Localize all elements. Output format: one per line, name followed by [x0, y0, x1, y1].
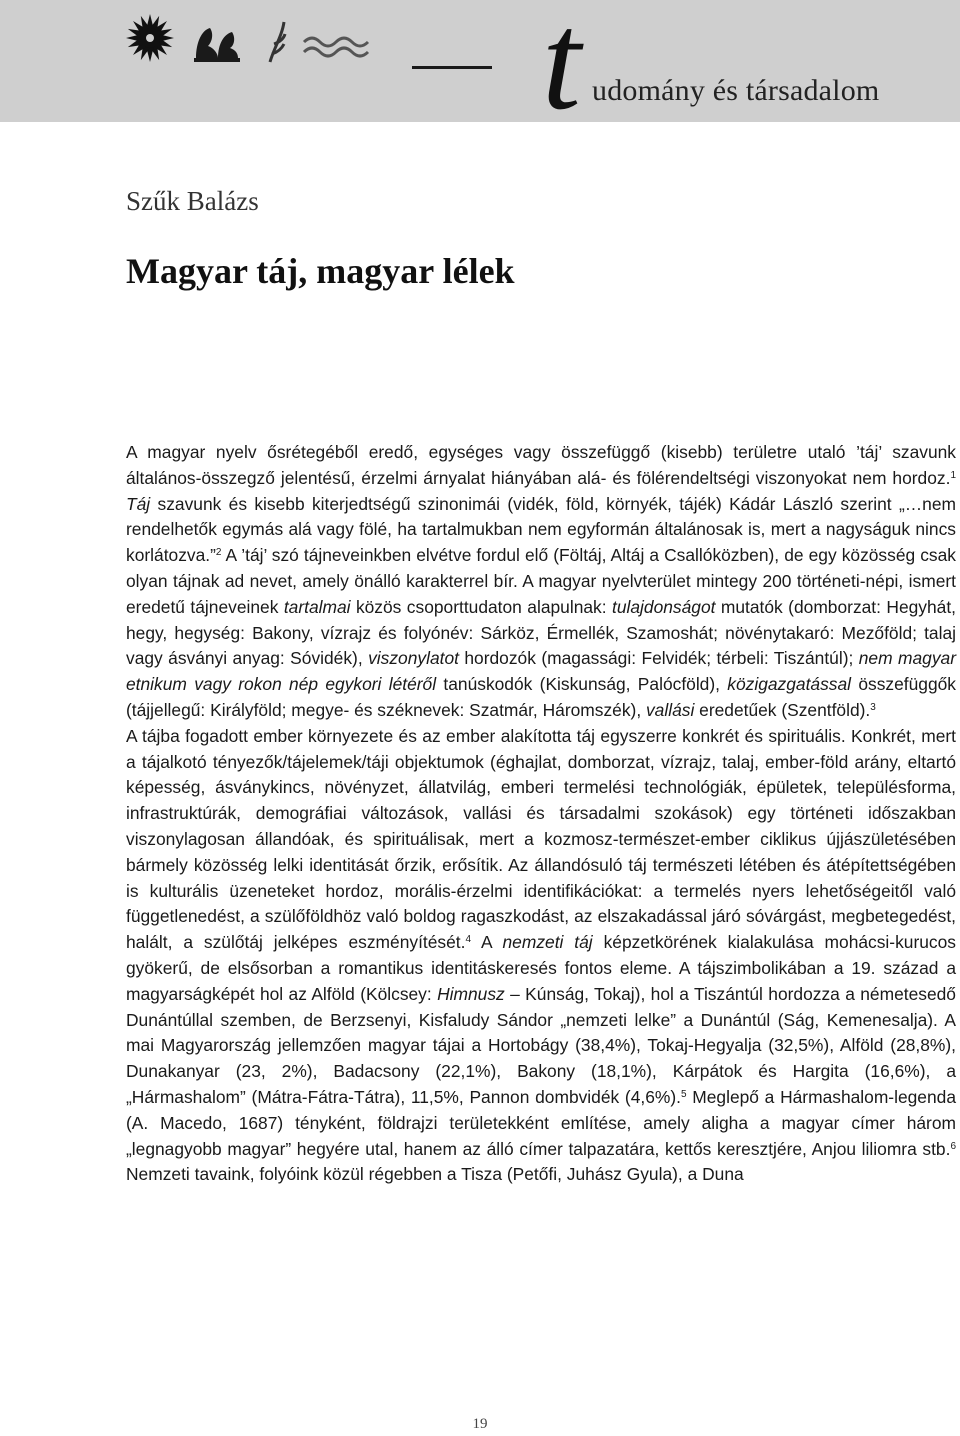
italic-run: nemzeti táj: [502, 932, 593, 953]
italic-run: tartalmai: [283, 596, 351, 617]
italic-run: vallási: [645, 699, 695, 720]
italic-run: nem magyar etnikum vagy rokon nép egykori létéről: [126, 648, 957, 695]
paragraph: [126, 440, 956, 724]
page-number: 19: [472, 1416, 488, 1432]
text-run: eredetűek (Szentföld).: [694, 699, 871, 720]
author-name: Szűk Balázs: [126, 186, 259, 216]
body-text: [126, 440, 956, 1188]
section-initial: t: [542, 0, 581, 139]
text-run: tanúskodók (Kiskunság, Palócföld),: [436, 674, 728, 695]
italic-run: Himnusz: [437, 983, 505, 1004]
text-run: képzetkörének kialakulása mohácsi-kurucos gyökerű, de elsősorban a romantikus identitáskeresés fontos eleme. A tájszimbolikában a 19. század a magyarságképét hol az Alföld (Kölcsey:: [126, 932, 956, 1004]
text-run: közös csoporttudaton alapulnak:: [350, 596, 612, 617]
text-run: A: [471, 932, 503, 953]
text-run: mutatók (domborzat: Hegyhát, hegy, hegység: Bakony, vízrajz és folyónév: Sárköz, Érmellék, Szamoshát; növénytakaró: Mezőföld; talaj vagy ásványi anyag: Sóvidék),: [126, 596, 957, 669]
sun-icon: [126, 14, 174, 62]
footnote-ref: 6: [950, 1140, 956, 1152]
footnote-ref: 2: [215, 547, 222, 559]
text-run: hordozók (magassági: Felvidék; térbeli: Tiszántúl);: [458, 648, 859, 669]
ornament-icon: [122, 12, 372, 72]
text-run: összefüggők (tájjellegű: Királyföld; megye- és széknevek: Szatmár, Háromszék),: [126, 674, 956, 720]
italic-run: viszonylatot: [368, 648, 459, 669]
waves-icon: [304, 38, 368, 56]
footnote-ref: 1: [950, 469, 956, 481]
italic-run: közigazgatással: [727, 674, 852, 695]
text-run: szavunk és kisebb kiterjedtségű szinonimái (vidék, föld, környék, tájék) Kádár László szerint „…nem rendelhetők egymás alá vagy fölé, ha tartalmukban nem egyformán általánosak is, mert a nagyságuk nincs korlátozva.”: [126, 493, 956, 566]
header-rule: [412, 66, 492, 69]
section-name: udomány és társadalom: [592, 74, 880, 107]
italic-run: Táj: [126, 493, 151, 514]
text-run: A tájba fogadott ember környezete és az ember alakította táj egyszerre konkrét és spirituális. Konkrét, mert a tájalkotó tényezők/tájelemek/táji objektumok (éghajlat, domborzat, vízrajz, talaj, ember-föld arány, eltartó képesség, ásványkincs, növényzet, állatvilág, emberi termelési technológiák, épületek, településforma, infrastruktúrák, demográfiai változások, vallási és társadalmi szokások) egy történeti időszakban viszonylagosan állandóak, és spirituálisak, mert a kozmosz-természet-ember ciklikus újjászületésében bármely közösség lelki identitását őrzik, erősítik. Az állandósuló táj természeti létében és átépítettségében is kulturális üzeneteket hordoz, morális-érzelmi identifikációkat: a termelés nyers lehetőségeitől való függetlenedést, a szülőföldhöz való boldog ragaszkodást, az elszakadással járó sóvárgást, megbetegedést, halált, a szülőtáj jelképes eszményítését.: [126, 725, 956, 953]
text-run: A ’táj’ szó tájneveinkben elvétve fordul elő (Föltáj, Altáj a Csallóközben), de egy közösség csak olyan tájnak ad nevet, amely önálló karakterrel bír. A magyar nyelvterület mintegy 200 történeti-népi, ismert eredetű tájneveinek: [126, 545, 956, 617]
footnote-ref: 3: [870, 701, 876, 713]
text-run: A magyar nyelv ősrétegéből eredő, egységes vagy összefüggő (kisebb) területre utaló ’táj’ szavunk általános-összegző jelentésű, érzelmi árnyalat hiányában alá- és fölérendeltségi viszonyokat nem hordoz.: [126, 442, 956, 488]
text-run: Nemzeti tavaink, folyóink közül régebben a Tisza (Petőfi, Juhász Gyula), a Duna: [126, 1164, 744, 1185]
paragraph: [126, 724, 956, 1188]
footnote-ref: 4: [465, 934, 471, 946]
footnote-ref: 5: [680, 1088, 687, 1100]
header-band: [0, 0, 960, 139]
text-run: – Kúnság, Tokaj), hol a Tiszántúl hordozza a németesedő Dunántúllal szemben, de Berzsenyi, Kisfaludy Sándor „nemzeti lelke” a Dunántúl (Ság, Kemenesalja). A mai Magyarország jellemzően magyar tájai a Hortobágy (38,4%), Tokaj-Hegyalja (32,5%), Alföld (28,8%), Dunakanyar (23, 2%), Badacsony (22,1%), Bakony (18,1%), Kárpátok és Hargita (16,6%), a „Hármashalom” (Mátra-Fátra-Tátra), 11,5%, Pannon dombvidék (4,6%).: [126, 983, 956, 1107]
figures-icon: [194, 28, 240, 62]
article-title: Magyar táj, magyar lélek: [126, 251, 515, 291]
italic-run: tulajdonságot: [612, 596, 716, 617]
wheat-icon: [270, 22, 285, 62]
text-run: Meglepő a Hármashalom-legenda (A. Macedo, 1687) tényként, földrajzi területekként említése, amely aligha a magyar címer három „legnagyobb magyar” hegyére utal, hanem az álló címer talpazatára, kettős keresztjére, Anjou liliomra stb.: [126, 1086, 956, 1159]
